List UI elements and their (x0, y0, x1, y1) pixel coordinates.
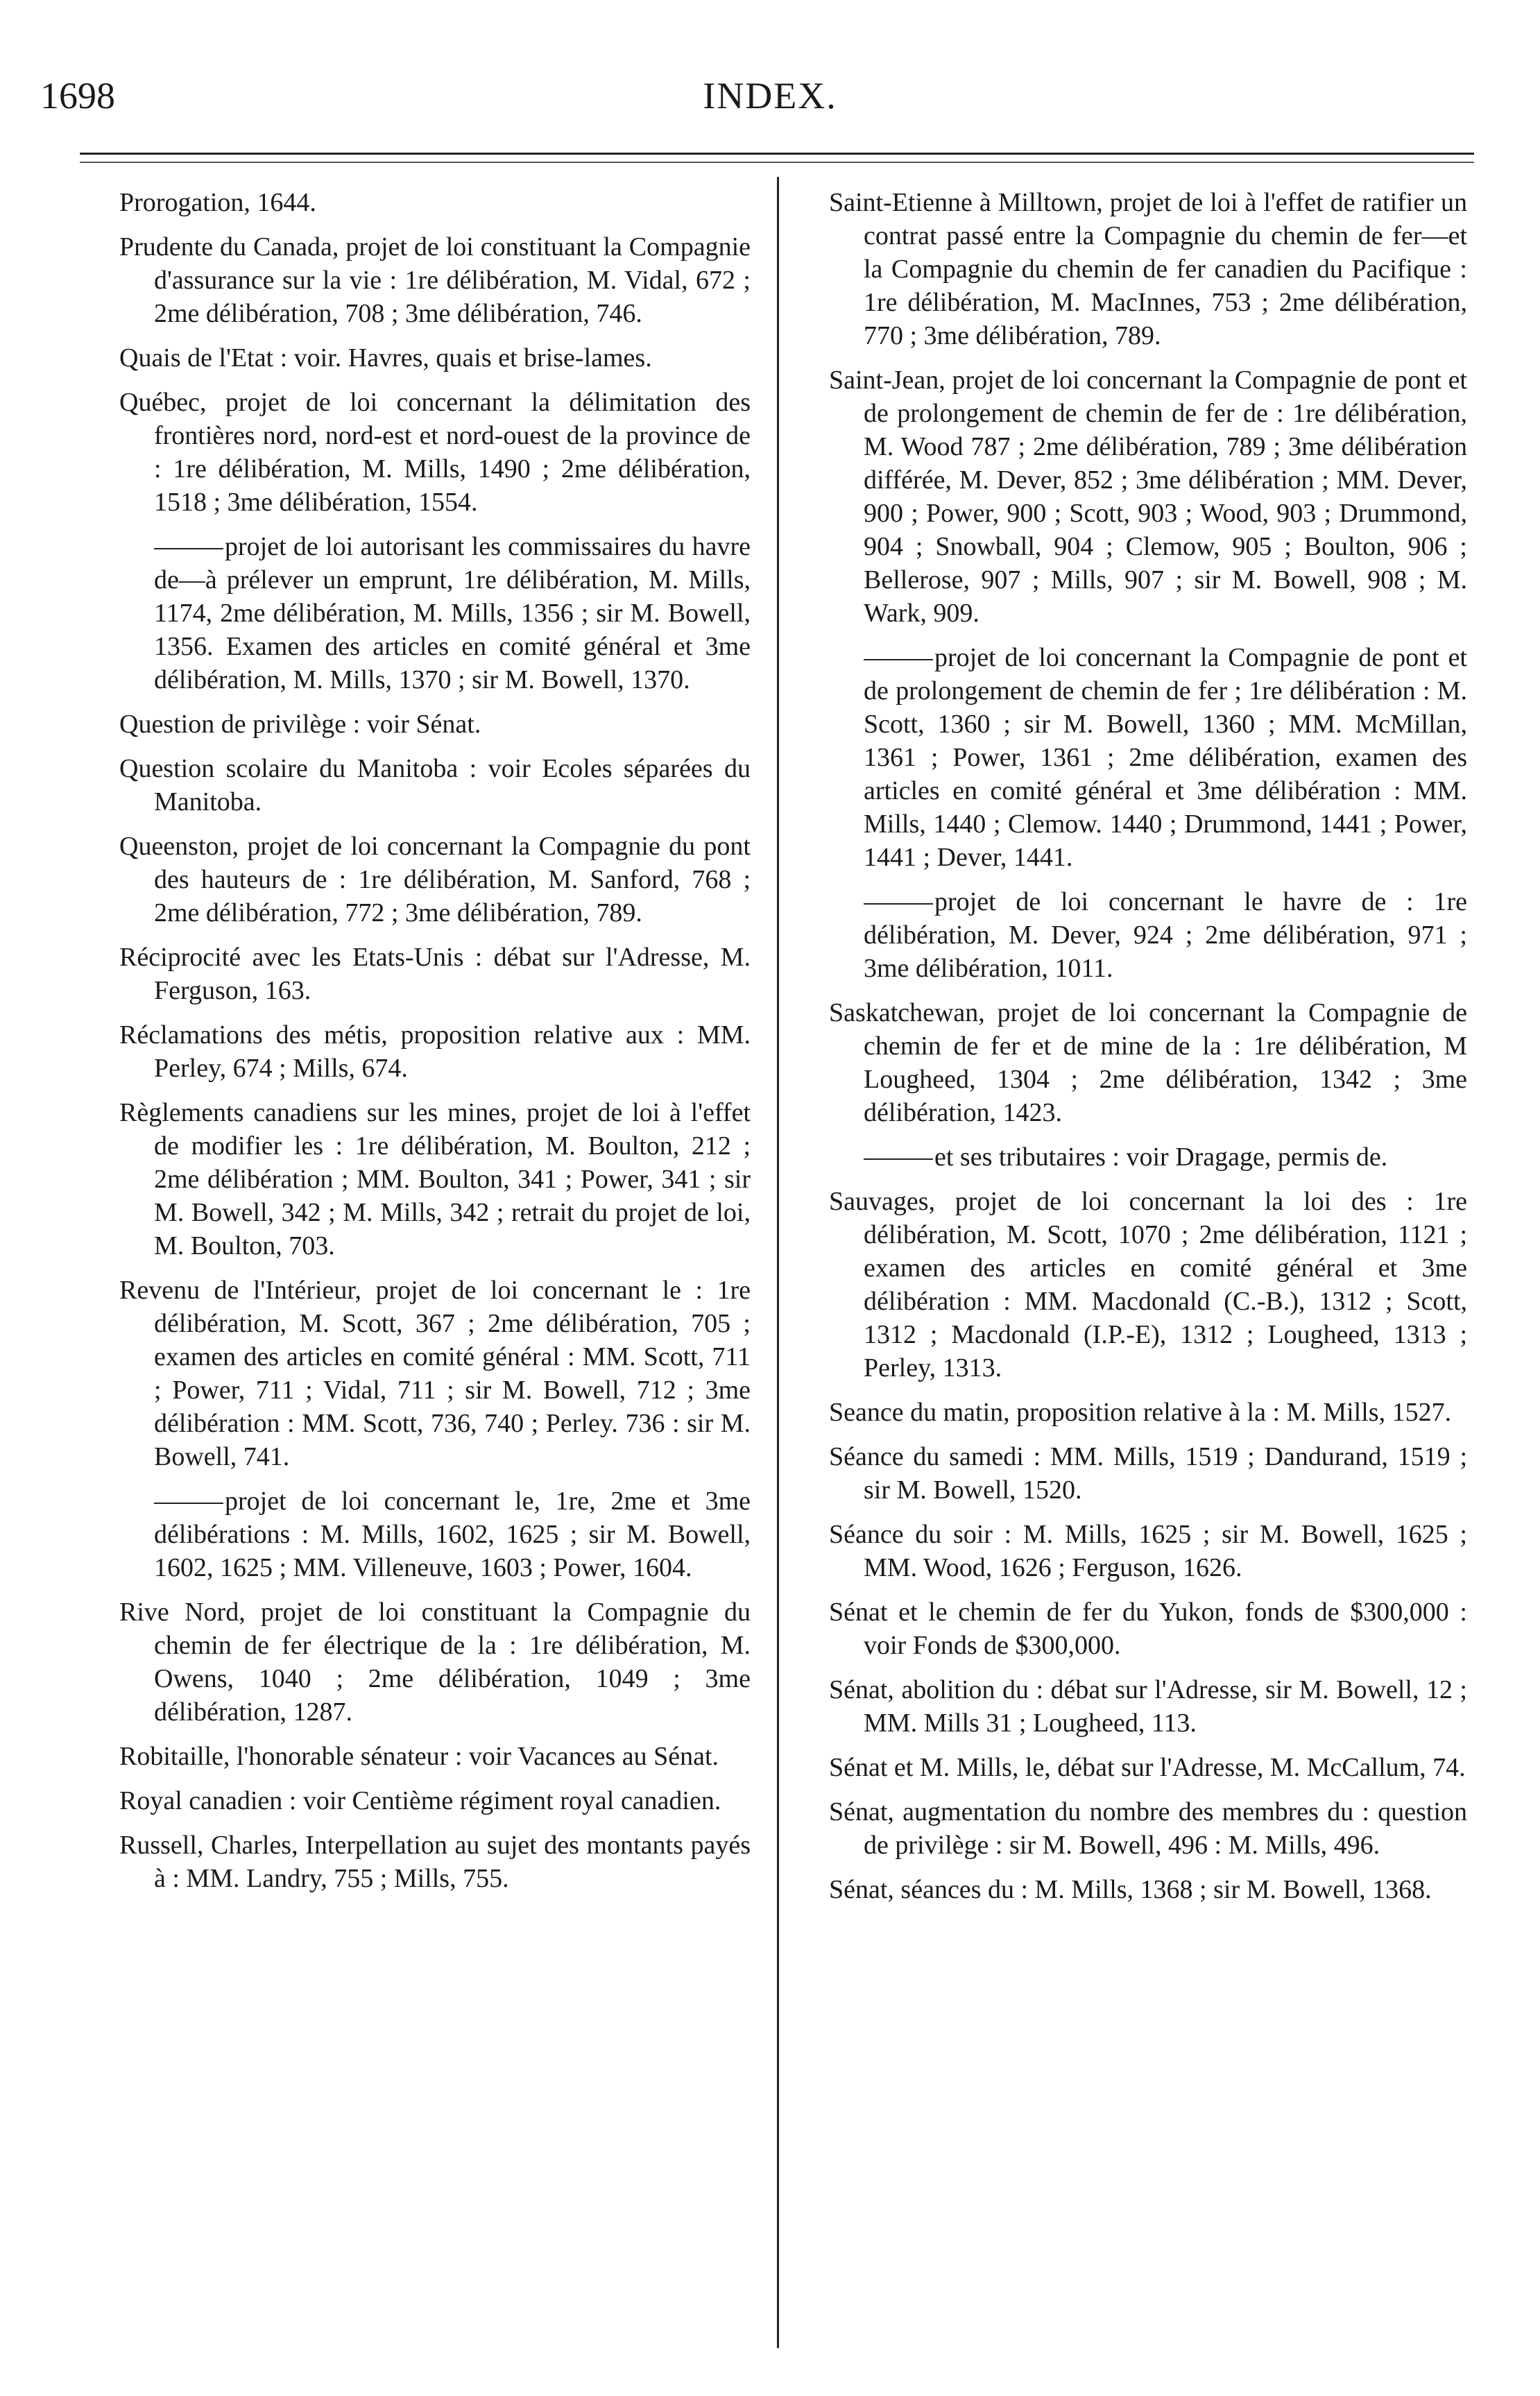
index-entry: Sénat, abolition du : débat sur l'Adresse, sir M. Bowell, 12 ; MM. Mills 31 ; Lougheed, 113. (829, 1675, 1467, 1738)
continuation-dash (864, 659, 933, 660)
continuation-dash (154, 1503, 223, 1504)
right-column (829, 186, 1467, 1917)
index-entry: Saskatchewan, projet de loi concernant la Compagnie de chemin de fer et de mine de la : 1re délibération, M Lougheed, 1304 ; 2me délibération, 1342 ; 3me délibération, 1423. (829, 998, 1467, 1127)
index-subentry (119, 530, 751, 696)
index-entry: Prudente du Canada, projet de loi constituant la Compagnie d'assurance sur la vie : 1re délibération, M. Vidal, 672 ; 2me délibération, 708 ; 3me délibération, 746. (119, 232, 751, 328)
page-number: 1698 (40, 75, 115, 117)
index-entry: Règlements canadiens sur les mines, projet de loi à l'effet de modifier les : 1re délibération, M. Boulton, 212 ; 2me délibération ; MM. Boulton, 341 ; Power, 341 ; sir M. Bowell, 342 ; M. Mills, 342 ; retrait du projet de loi, M. Boulton, 703. (119, 1098, 751, 1260)
column-divider (777, 177, 779, 2348)
page-title: INDEX. (703, 75, 837, 117)
continuation-dash (864, 1158, 933, 1160)
index-entry: Question scolaire du Manitoba : voir Ecoles séparées du Manitoba. (119, 754, 751, 816)
left-column (119, 186, 751, 1906)
index-entry: Royal canadien : voir Centième régiment royal canadien. (119, 1786, 721, 1815)
header-rule-bottom (80, 162, 1474, 163)
index-subentry-text: projet de loi autorisant les commissaires du havre de—à prélever un emprunt, 1re délibération, M. Mills, 1174, 2me délibération, M. Mills, 1356 ; sir M. Bowell, 1356. Examen des articles en comité général et 3me délibération, M. Mills, 1370 ; sir M. Bowell, 1370. (154, 532, 751, 694)
index-entry: Robitaille, l'honorable sénateur : voir Vacances au Sénat. (119, 1742, 719, 1771)
index-entry: Quais de l'Etat : voir. Havres, quais et brise-lames. (119, 343, 652, 373)
index-entry: Question de privilège : voir Sénat. (119, 710, 481, 739)
index-entry: Saint-Etienne à Milltown, projet de loi à l'effet de ratifier un contrat passé entre la Compagnie du chemin de fer—et la Compagnie du chemin de fer canadien du Pacifique : 1re délibération, M. MacInnes, 753 ; 2me délibération, 770 ; 3me délibération, 789. (829, 188, 1467, 350)
index-entry: Réciprocité avec les Etats-Unis : débat sur l'Adresse, M. Ferguson, 163. (119, 943, 751, 1005)
index-subentry (829, 1140, 1467, 1174)
index-entry: Rive Nord, projet de loi constituant la Compagnie du chemin de fer électrique de la : 1re délibération, M. Owens, 1040 ; 2me délibération, 1049 ; 3me délibération, 1287. (119, 1598, 751, 1727)
index-entry: Séance du samedi : MM. Mills, 1519 ; Dandurand, 1519 ; sir M. Bowell, 1520. (829, 1442, 1467, 1505)
index-entry: Sénat et M. Mills, le, débat sur l'Adresse, M. McCallum, 74. (829, 1753, 1466, 1782)
index-entry: Seance du matin, proposition relative à la : M. Mills, 1527. (829, 1398, 1452, 1427)
index-subentry (829, 885, 1467, 985)
index-entry: Saint-Jean, projet de loi concernant la Compagnie de pont et de prolongement de chemin de fer de : 1re délibération, M. Wood 787 ; 2me délibération, 789 ; 3me délibération différée, M. Dever, 852 ; 3me délibération ; MM. Dever, 900 ; Power, 900 ; Scott, 903 ; Wood, 903 ; Drummond, 904 ; Snowball, 904 ; Clemow, 905 ; Boulton, 906 ; Bellerose, 907 ; Mills, 907 ; sir M. Bowell, 908 ; M. Wark, 909. (829, 366, 1467, 628)
index-subentry (119, 1484, 751, 1584)
index-entry: Québec, projet de loi concernant la délimitation des frontières nord, nord-est et nord-ouest de la province de : 1re délibération, M. Mills, 1490 ; 2me délibération, 1518 ; 3me délibération, 1554. (119, 388, 751, 517)
continuation-dash (864, 903, 933, 905)
index-entry: Sauvages, projet de loi concernant la loi des : 1re délibération, M. Scott, 1070 ; 2me délibération, 1121 ; examen des articles en comité général et 3me délibération : MM. Macdonald (C.-B.), 1312 ; Scott, 1312 ; Macdonald (I.P.-E), 1312 ; Lougheed, 1313 ; Perley, 1313. (829, 1187, 1467, 1383)
index-entry: Séance du soir : M. Mills, 1625 ; sir M. Bowell, 1625 ; MM. Wood, 1626 ; Ferguson, 1626. (829, 1520, 1467, 1582)
index-entry: Sénat, séances du : M. Mills, 1368 ; sir M. Bowell, 1368. (829, 1875, 1432, 1904)
index-subentry-text: projet de loi concernant le, 1re, 2me et 3me délibérations : M. Mills, 1602, 1625 ; sir M. Bowell, 1602, 1625 ; MM. Villeneuve, 1603 ; Power, 1604. (154, 1487, 751, 1582)
index-subentry-text: projet de loi concernant la Compagnie de pont et de prolongement de chemin de fer ; 1re délibération : M. Scott, 1360 ; sir M. Bowell, 1360 ; MM. McMillan, 1361 ; Power, 1361 ; 2me délibération, examen des articles en comité général et 3me délibération : MM. Mills, 1440 ; Clemow. 1440 ; Drummond, 1441 ; Power, 1441 ; Dever, 1441. (864, 643, 1467, 872)
index-entry: Revenu de l'Intérieur, projet de loi concernant le : 1re délibération, M. Scott, 367 ; 2me délibération, 705 ; examen des articles en comité général : MM. Scott, 711 ; Power, 711 ; Vidal, 711 ; sir M. Bowell, 712 ; 3me délibération : MM. Scott, 736, 740 ; Perley. 736 : sir M. Bowell, 741. (119, 1276, 751, 1471)
index-entry: Réclamations des métis, proposition relative aux : MM. Perley, 674 ; Mills, 674. (119, 1020, 751, 1083)
continuation-dash (154, 548, 223, 549)
index-subentry-text: et ses tributaires : voir Dragage, permis de. (934, 1143, 1388, 1172)
index-entry: Sénat et le chemin de fer du Yukon, fonds de $300,000 : voir Fonds de $300,000. (829, 1598, 1467, 1660)
index-subentry (829, 641, 1467, 874)
index-entry: Prorogation, 1644. (119, 188, 316, 217)
index-entry: Sénat, augmentation du nombre des membres du : question de privilège : sir M. Bowell, 496 : M. Mills, 496. (829, 1797, 1467, 1860)
index-entry: Queenston, projet de loi concernant la Compagnie du pont des hauteurs de : 1re délibération, M. Sanford, 768 ; 2me délibération, 772 ; 3me délibération, 789. (119, 832, 751, 927)
index-subentry-text: projet de loi concernant le havre de : 1re délibération, M. Dever, 924 ; 2me délibération, 971 ; 3me délibération, 1011. (864, 887, 1467, 983)
page-header (0, 59, 1540, 135)
index-entry: Russell, Charles, Interpellation au sujet des montants payés à : MM. Landry, 755 ; Mills, 755. (119, 1831, 751, 1893)
header-rule-top (80, 153, 1474, 155)
